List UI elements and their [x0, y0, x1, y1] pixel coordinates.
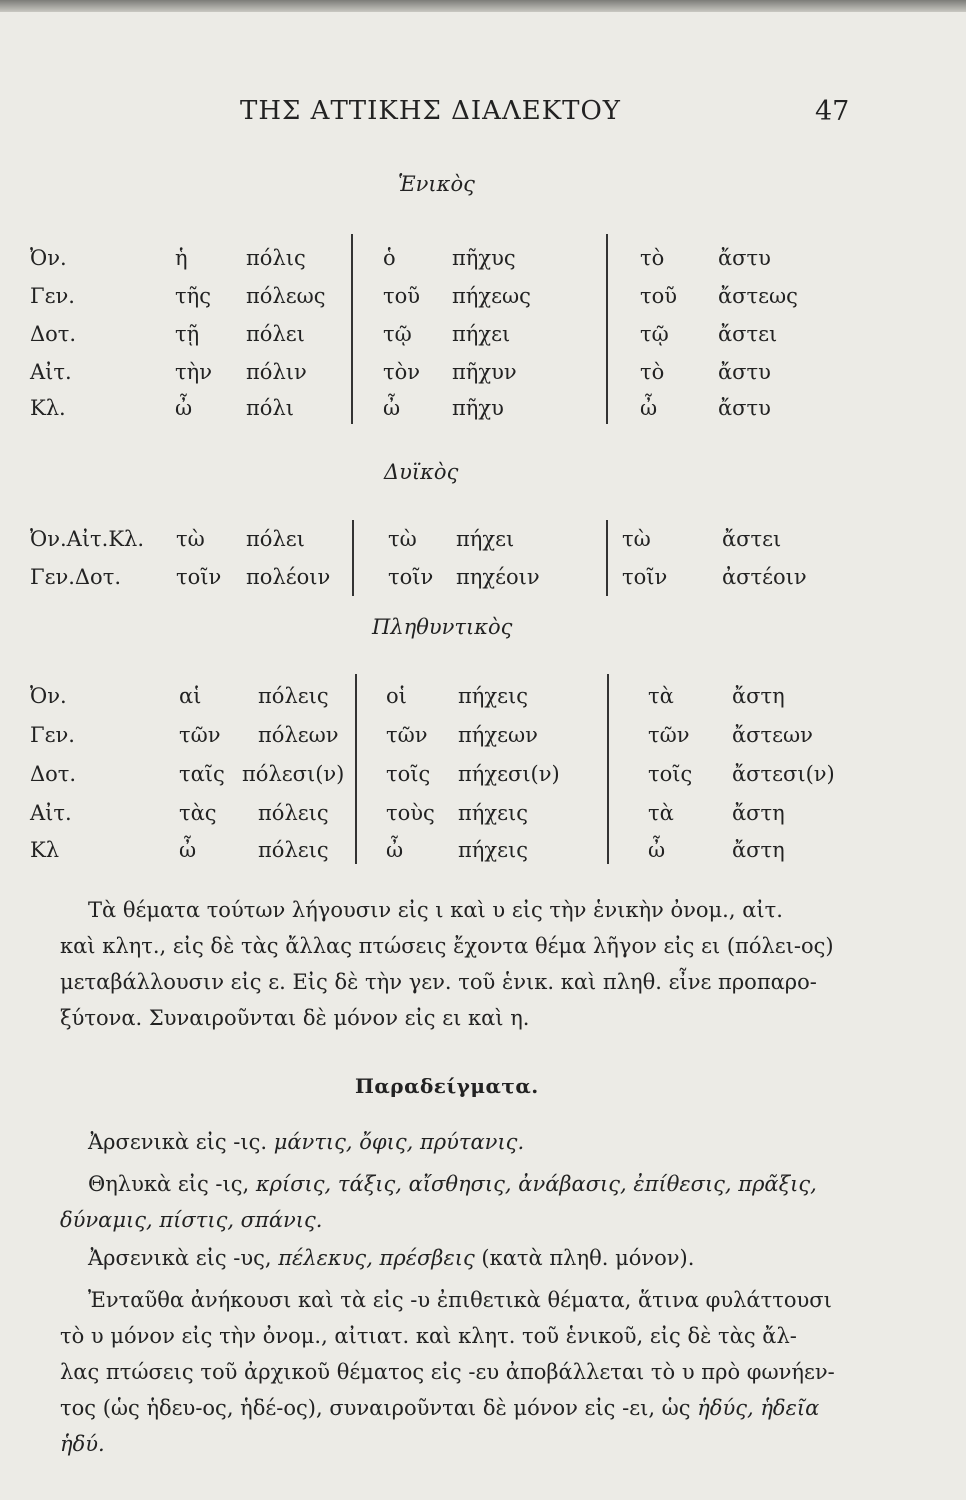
- paragraph-line: λας πτώσεις τοῦ ἀρχικοῦ θέματος εἰς -ευ ἀποβάλλεται τὸ υ πρὸ φωνήεν-: [60, 1360, 835, 1384]
- example-note: (κατὰ πληθ. μόνον).: [481, 1246, 695, 1270]
- article: τὼ: [388, 527, 417, 551]
- noun-form: πήχεις: [458, 838, 528, 862]
- article: τὰς: [179, 801, 217, 825]
- article: ὁ: [383, 246, 396, 270]
- article: οἱ: [386, 684, 407, 708]
- example-label: Θηλυκὰ εἰς -ις,: [88, 1172, 250, 1196]
- noun-form: πήχει: [456, 527, 515, 551]
- case-label: Ὀν.: [30, 246, 67, 270]
- noun-form: πόλει: [246, 527, 305, 551]
- noun-form: ἄστει: [718, 322, 778, 346]
- examples-heading: Παραδείγματα.: [355, 1074, 539, 1098]
- case-label: Αἰτ.: [30, 801, 72, 825]
- article: τὼ: [622, 527, 651, 551]
- article: τῷ: [383, 322, 412, 346]
- noun-form: πόλεων: [258, 723, 339, 747]
- noun-form: ἄστεων: [732, 723, 813, 747]
- noun-form: ἄστεως: [718, 284, 798, 308]
- article: τοὺς: [386, 801, 435, 825]
- example-words: ἡδύς, ἡδεῖα: [697, 1396, 820, 1420]
- article: ὦ: [383, 396, 401, 420]
- noun-form: ἄστη: [732, 684, 785, 708]
- case-label: Δοτ.: [30, 762, 77, 786]
- article: τὸ: [640, 246, 665, 270]
- paragraph-line: τὸ υ μόνον εἰς τὴν ὀνομ., αἰτιατ. καὶ κλητ. τοῦ ἑνικοῦ, εἰς δὲ τὰς ἄλ-: [60, 1324, 797, 1348]
- case-label: Γεν.: [30, 284, 75, 308]
- example-label: Ἀρσενικὰ εἰς -υς,: [88, 1246, 272, 1270]
- adjective-paragraph: [60, 1282, 910, 1462]
- paragraph-line: [60, 1390, 910, 1426]
- singular-heading: Ἑνικὸς: [398, 172, 475, 196]
- article: τὰ: [648, 684, 674, 708]
- noun-form: ἄστεσι(ν): [732, 762, 835, 786]
- noun-form: πήχεις: [458, 684, 528, 708]
- page-number: 47: [815, 96, 850, 127]
- article: τὸν: [383, 360, 421, 384]
- noun-form: πόλεις: [258, 684, 329, 708]
- noun-form: πόλις: [246, 246, 306, 270]
- article: ἡ: [175, 246, 188, 270]
- example-line: [60, 1208, 322, 1232]
- article: τῶν: [648, 723, 690, 747]
- article: τοῖς: [648, 762, 693, 786]
- noun-form: πήχεσι(ν): [458, 762, 560, 786]
- article: τὼ: [176, 527, 205, 551]
- example-words: μάντις, ὄφις, πρύτανις.: [273, 1130, 525, 1154]
- article: τῶν: [179, 723, 221, 747]
- noun-form: πολέοιν: [246, 565, 331, 589]
- noun-form: πόλει: [246, 322, 305, 346]
- noun-form: ἄστει: [722, 527, 782, 551]
- scan-top-edge: [0, 0, 966, 12]
- noun-form: πῆχυν: [452, 360, 517, 384]
- noun-form: ἄστυ: [718, 360, 771, 384]
- noun-form: πηχέοιν: [456, 565, 540, 589]
- noun-form: πόλεις: [258, 801, 329, 825]
- noun-form: πήχεων: [458, 723, 538, 747]
- example-words: δύναμις, πίστις, σπάνις.: [60, 1208, 323, 1232]
- noun-form: πῆχυς: [452, 246, 516, 270]
- article: τῇ: [175, 322, 200, 346]
- case-label: Αἰτ.: [30, 360, 72, 384]
- column-divider: [606, 234, 608, 424]
- article: αἱ: [179, 684, 202, 708]
- article: τοῖν: [388, 565, 434, 589]
- noun-form: πήχεις: [458, 801, 528, 825]
- example-line: [88, 1246, 694, 1270]
- noun-form: πόλεως: [246, 284, 326, 308]
- article: τοῖς: [386, 762, 431, 786]
- article: ὦ: [175, 396, 193, 420]
- paragraph-line: μεταβάλλουσιν εἰς ε. Εἰς δὲ τὴν γεν. τοῦ ἑνικ. καὶ πληθ. εἶνε προπαρο-: [60, 970, 817, 994]
- noun-form: πήχεως: [452, 284, 531, 308]
- article: ὦ: [179, 838, 197, 862]
- column-divider: [352, 520, 354, 596]
- article: τὰ: [648, 801, 674, 825]
- running-header: ΤΗΣ ΑΤΤΙΚΗΣ ΔΙΑΛΕΚΤΟΥ: [240, 96, 621, 126]
- column-divider: [607, 674, 609, 864]
- article: τὴν: [175, 360, 212, 384]
- case-label: Κλ.: [30, 396, 66, 420]
- noun-form: ἄστη: [732, 801, 785, 825]
- article: τοῖν: [622, 565, 668, 589]
- noun-form: πόλι: [246, 396, 294, 420]
- paragraph-line: καὶ κλητ., εἰς δὲ τὰς ἄλλας πτώσεις ἔχοντα θέμα λῆγον εἰς ει (πόλει-ος): [60, 934, 834, 958]
- example-words: πέλεκυς, πρέσβεις: [278, 1246, 475, 1270]
- noun-form: πήχει: [452, 322, 511, 346]
- noun-form: πόλιν: [246, 360, 307, 384]
- dual-heading: Δυϊκὸς: [384, 460, 459, 484]
- noun-form: ἄστη: [732, 838, 785, 862]
- noun-form: ἄστυ: [718, 246, 771, 270]
- article: τοῦ: [383, 284, 421, 308]
- noun-form: πῆχυ: [452, 396, 504, 420]
- paragraph-line: ξύτονα. Συναιροῦνται δὲ μόνον εἰς ει καὶ η.: [60, 1006, 530, 1030]
- plural-heading: Πληθυντικὸς: [372, 615, 513, 639]
- article: τοῖν: [176, 565, 222, 589]
- article: ὦ: [640, 396, 658, 420]
- example-label: Ἀρσενικὰ εἰς -ις.: [88, 1130, 268, 1154]
- noun-form: πόλεις: [258, 838, 329, 862]
- example-line: [88, 1172, 817, 1196]
- article: ταῖς: [179, 762, 225, 786]
- case-label: Γεν.Δοτ.: [30, 565, 121, 589]
- column-divider: [606, 520, 608, 596]
- paragraph-line: Ἐνταῦθα ἀνήκουσι καὶ τὰ εἰς -υ ἐπιθετικὰ θέματα, ἅτινα φυλάττουσι: [88, 1288, 832, 1312]
- article: τὸ: [640, 360, 665, 384]
- book-page: [0, 12, 966, 1500]
- article: τῷ: [640, 322, 669, 346]
- example-words: κρίσις, τάξις, αἴσθησις, ἀνάβασις, ἐπίθεσις, πρᾶξις,: [255, 1172, 817, 1196]
- column-divider: [355, 674, 357, 864]
- noun-form: ἀστέοιν: [722, 565, 807, 589]
- column-divider: [351, 234, 353, 424]
- case-label: Κλ: [30, 838, 59, 862]
- article: ὦ: [648, 838, 666, 862]
- paragraph-line: Τὰ θέματα τούτων λήγουσιν εἰς ι καὶ υ εἰς τὴν ἑνικὴν ὀνομ., αἰτ.: [88, 898, 783, 922]
- example-line: [88, 1130, 524, 1154]
- case-label: Ὀν.: [30, 684, 67, 708]
- article: τῆς: [175, 284, 211, 308]
- noun-form: πόλεσι(ν): [242, 762, 345, 786]
- case-label: Δοτ.: [30, 322, 77, 346]
- paragraph-line: ἡδύ.: [60, 1432, 105, 1456]
- explanation-paragraph: [60, 892, 910, 1036]
- article: ὦ: [386, 838, 404, 862]
- case-label: Ὀν.Αἰτ.Κλ.: [30, 527, 145, 551]
- noun-form: ἄστυ: [718, 396, 771, 420]
- article: τοῦ: [640, 284, 678, 308]
- paragraph-text: τος (ὡς ἡδευ-ος, ἡδέ-ος), συναιροῦνται δὲ μόνον εἰς -ει, ὡς: [60, 1396, 691, 1420]
- article: τῶν: [386, 723, 428, 747]
- case-label: Γεν.: [30, 723, 75, 747]
